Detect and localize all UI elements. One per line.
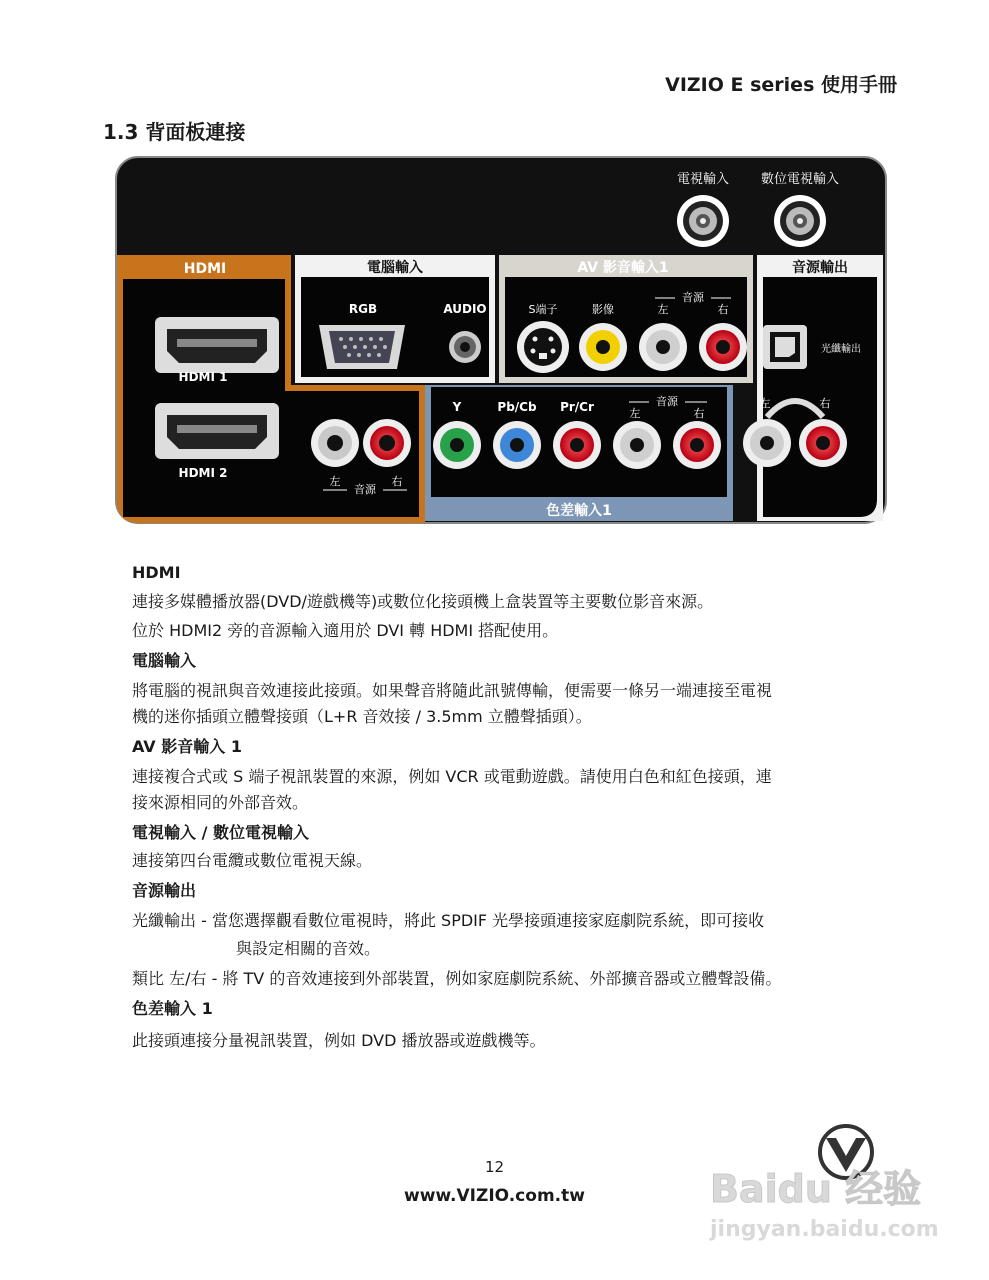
tv-coax-connector — [677, 195, 729, 247]
audio-output-paragraph-2: 與設定相關的音效。 — [236, 939, 381, 958]
av-audio-right-label: 右 — [717, 303, 729, 316]
pc-input-heading: 電腦輸入 — [132, 651, 197, 670]
tv-input-label: 電視輸入 — [676, 172, 730, 187]
hdmi-paragraph-2: 位於 HDMI2 旁的音源輸入適用於 DVI 轉 HDMI 搭配使用。 — [132, 621, 559, 640]
hdmi2-port — [155, 403, 279, 459]
hdmi-paragraph-1: 連接多媒體播放器(DVD/遊戲機等)或數位化接頭機上盒裝置等主要數位影音來源。 — [132, 592, 714, 611]
y-green-jack — [433, 421, 481, 469]
tv-input-paragraph: 連接第四台電纜或數位電視天線。 — [132, 851, 373, 870]
audio-output-header: 音源輸出 — [792, 260, 848, 276]
pc-input-header: 電腦輸入 — [367, 260, 423, 276]
manual-title: VIZIO E series 使用手冊 — [665, 74, 897, 96]
av-input-paragraph-1: 連接複合式或 S 端子視訊裝置的來源，例如 VCR 或電動遊戲。請使用白色和紅色接頭，連 — [132, 767, 772, 786]
hdmi-heading — [132, 560, 181, 586]
hdmi2-audio-right-label: 右 — [391, 475, 403, 488]
footer-url: www.VIZIO.com.tw — [404, 1186, 585, 1206]
pc-input-paragraph-2: 機的迷你插頭立體聲接頭（L+R 音效接 / 3.5mm 立體聲插頭）。 — [132, 707, 592, 726]
section-title: 1.3 背面板連接 — [103, 120, 246, 144]
baidu-watermark — [700, 1120, 940, 1250]
av-input-paragraph-2: 接來源相同的外部音效。 — [132, 793, 309, 812]
component-audio-left-jack — [613, 421, 661, 469]
component-input-heading: 色差輸入 1 — [132, 999, 213, 1018]
audio-out-right-label: 右 — [819, 397, 831, 410]
page-number: 12 — [484, 1158, 505, 1176]
hdmi2-audio-source-label: 音源 — [354, 483, 376, 496]
av-audio-right-jack — [699, 323, 747, 371]
av-input-header: AV 影音輸入1 — [577, 260, 669, 276]
s-video-label: S端子 — [528, 303, 558, 316]
watermark-brand: Baidu 经验 — [710, 1167, 922, 1211]
vga-port — [319, 325, 405, 369]
dtv-input-label: 數位電視輸入 — [760, 172, 840, 187]
video-yellow-jack — [579, 323, 627, 371]
rgb-label: RGB — [348, 302, 378, 316]
pb-blue-jack — [493, 421, 541, 469]
component-audio-right-jack — [673, 421, 721, 469]
audio-output-paragraph-1: 光纖輸出 - 當您選擇觀看數位電視時，將此 SPDIF 光學接頭連接家庭劇院系統，即可接收 — [132, 911, 765, 930]
hdmi-heading-text: HDMI — [132, 563, 181, 582]
component-input-header: 色差輸入1 — [546, 503, 612, 519]
audio-out-right-jack — [799, 419, 847, 467]
video-label: 影像 — [592, 303, 614, 316]
vizio-logo-icon — [700, 1120, 940, 1250]
av-audio-left-label: 左 — [657, 303, 669, 316]
dtv-coax-connector — [774, 195, 826, 247]
audio-label: AUDIO — [443, 302, 487, 316]
hdmi-header: HDMI — [183, 261, 227, 277]
av-audio-source-label: 音源 — [682, 291, 704, 304]
component-audio-right-label: 右 — [693, 407, 705, 420]
hdmi2-audio-left-jack — [311, 419, 359, 467]
s-video-port — [517, 321, 569, 373]
audio-out-left-label: 左 — [759, 397, 771, 410]
component-audio-left-label: 左 — [629, 407, 641, 420]
hdmi1-port — [155, 317, 279, 373]
hdmi2-label: HDMI 2 — [178, 466, 228, 480]
watermark-url: jingyan.baidu.com — [710, 1217, 939, 1242]
component-audio-source-label: 音源 — [656, 395, 678, 408]
hdmi2-audio-left-label: 左 — [329, 475, 341, 488]
hdmi2-audio-right-jack — [363, 419, 411, 467]
optical-output-port — [763, 325, 807, 369]
tv-input-heading: 電視輸入 / 數位電視輸入 — [132, 823, 309, 842]
hdmi1-label: HDMI 1 — [178, 370, 228, 384]
pr-red-jack — [553, 421, 601, 469]
rear-panel-diagram — [115, 155, 888, 527]
audio-out-left-jack — [743, 419, 791, 467]
pc-audio-jack — [449, 331, 481, 363]
av-audio-left-jack — [639, 323, 687, 371]
y-label: Y — [452, 400, 462, 414]
optical-output-label: 光纖輸出 — [821, 344, 861, 355]
av-input-heading: AV 影音輸入 1 — [132, 737, 242, 756]
pc-input-paragraph-1: 將電腦的視訊與音效連接此接頭。如果聲音將隨此訊號傳輸，便需要一條另一端連接至電視 — [132, 681, 773, 700]
prcr-label: Pr/Cr — [560, 400, 594, 414]
component-input-paragraph: 此接頭連接分量視訊裝置，例如 DVD 播放器或遊戲機等。 — [132, 1031, 546, 1050]
pbcb-label: Pb/Cb — [497, 400, 537, 414]
audio-output-paragraph-3: 類比 左/右 - 將 TV 的音效連接到外部裝置，例如家庭劇院系統、外部擴音器或立體聲設備。 — [132, 969, 782, 988]
audio-output-heading: 音源輸出 — [132, 881, 197, 900]
